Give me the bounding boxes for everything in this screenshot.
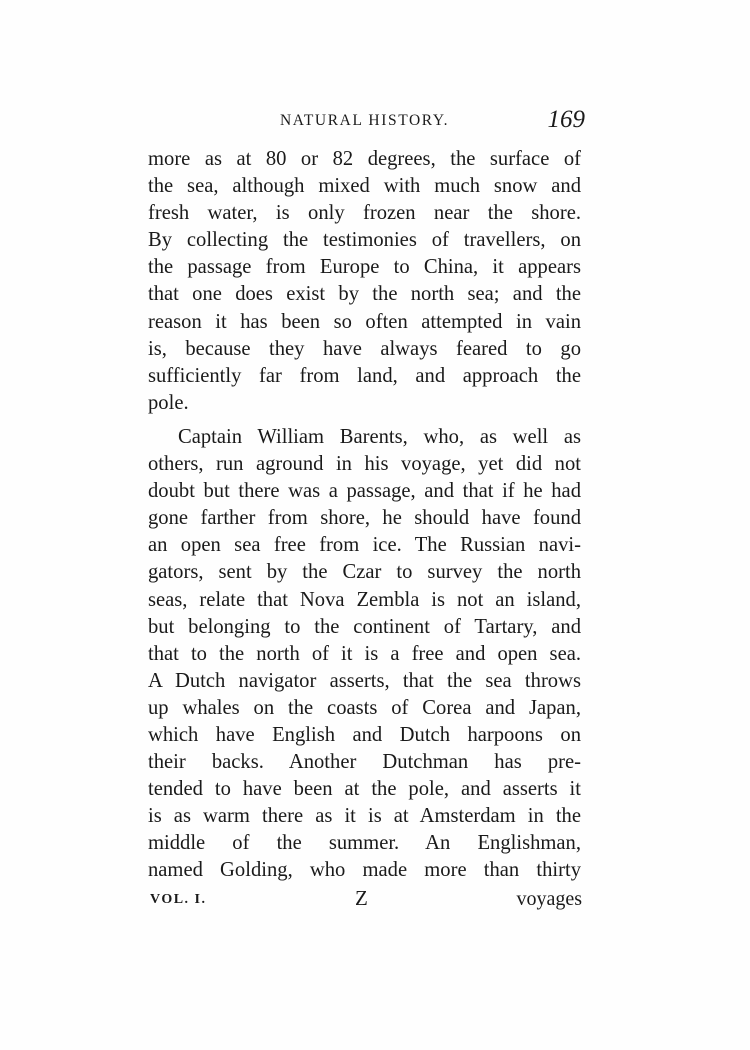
paragraph-2 [148, 424, 581, 885]
text-line: middle of the summer. An Englishman, [148, 832, 581, 855]
text-line: A Dutch navigator asserts, that the sea throws [148, 669, 581, 692]
text-line: gators, sent by the Czar to survey the north [148, 561, 581, 584]
text-line: which have English and Dutch harpoons on [148, 723, 581, 746]
text-line: but belonging to the continent of Tartary, and [148, 615, 581, 638]
text-line: tended to have been at the pole, and asserts it [148, 778, 581, 801]
text-line: gone farther from shore, he should have found [148, 507, 581, 530]
text-line: pole. [148, 391, 189, 414]
signature-mark: Z [355, 886, 368, 910]
text-line: up whales on the coasts of Corea and Japan, [148, 696, 581, 719]
page-number: 169 [547, 106, 585, 133]
catchword: voyages [516, 888, 582, 910]
text-line: is as warm there as it is at Amsterdam in the [148, 805, 581, 828]
text-line: named Golding, who made more than thirty [148, 859, 581, 882]
text-line: their backs. Another Dutchman has pre- [148, 751, 581, 774]
page-footer [150, 886, 582, 916]
paragraph-gap [148, 417, 581, 424]
text-line: seas, relate that Nova Zembla is not an island, [148, 588, 581, 611]
text-line: Captain William Barents, who, as well as [178, 425, 581, 448]
text-line: the passage from Europe to China, it appears [148, 256, 581, 279]
text-line: an open sea free from ice. The Russian navi- [148, 534, 581, 557]
text-line: reason it has been so often attempted in vain [148, 310, 581, 333]
text-line: others, run aground in his voyage, yet did not [148, 453, 581, 476]
text-line: doubt but there was a passage, and that if he had [148, 480, 581, 503]
volume-mark: VOL. I. [150, 892, 207, 907]
text-line: that to the north of it is a free and open sea. [148, 642, 581, 665]
body-text [148, 146, 581, 885]
text-line: is, because they have always feared to go [148, 337, 581, 360]
text-line: more as at 80 or 82 degrees, the surface of [148, 148, 581, 170]
paragraph-1 [148, 146, 581, 417]
text-line: that one does exist by the north sea; and the [148, 283, 581, 306]
text-line: By collecting the testimonies of travellers, on [148, 229, 581, 252]
text-line: fresh water, is only frozen near the shore. [148, 202, 581, 225]
text-line: the sea, although mixed with much snow and [148, 175, 581, 198]
text-line: sufficiently far from land, and approach the [148, 364, 581, 387]
running-head [150, 106, 595, 140]
running-title: NATURAL HISTORY. [280, 112, 450, 129]
